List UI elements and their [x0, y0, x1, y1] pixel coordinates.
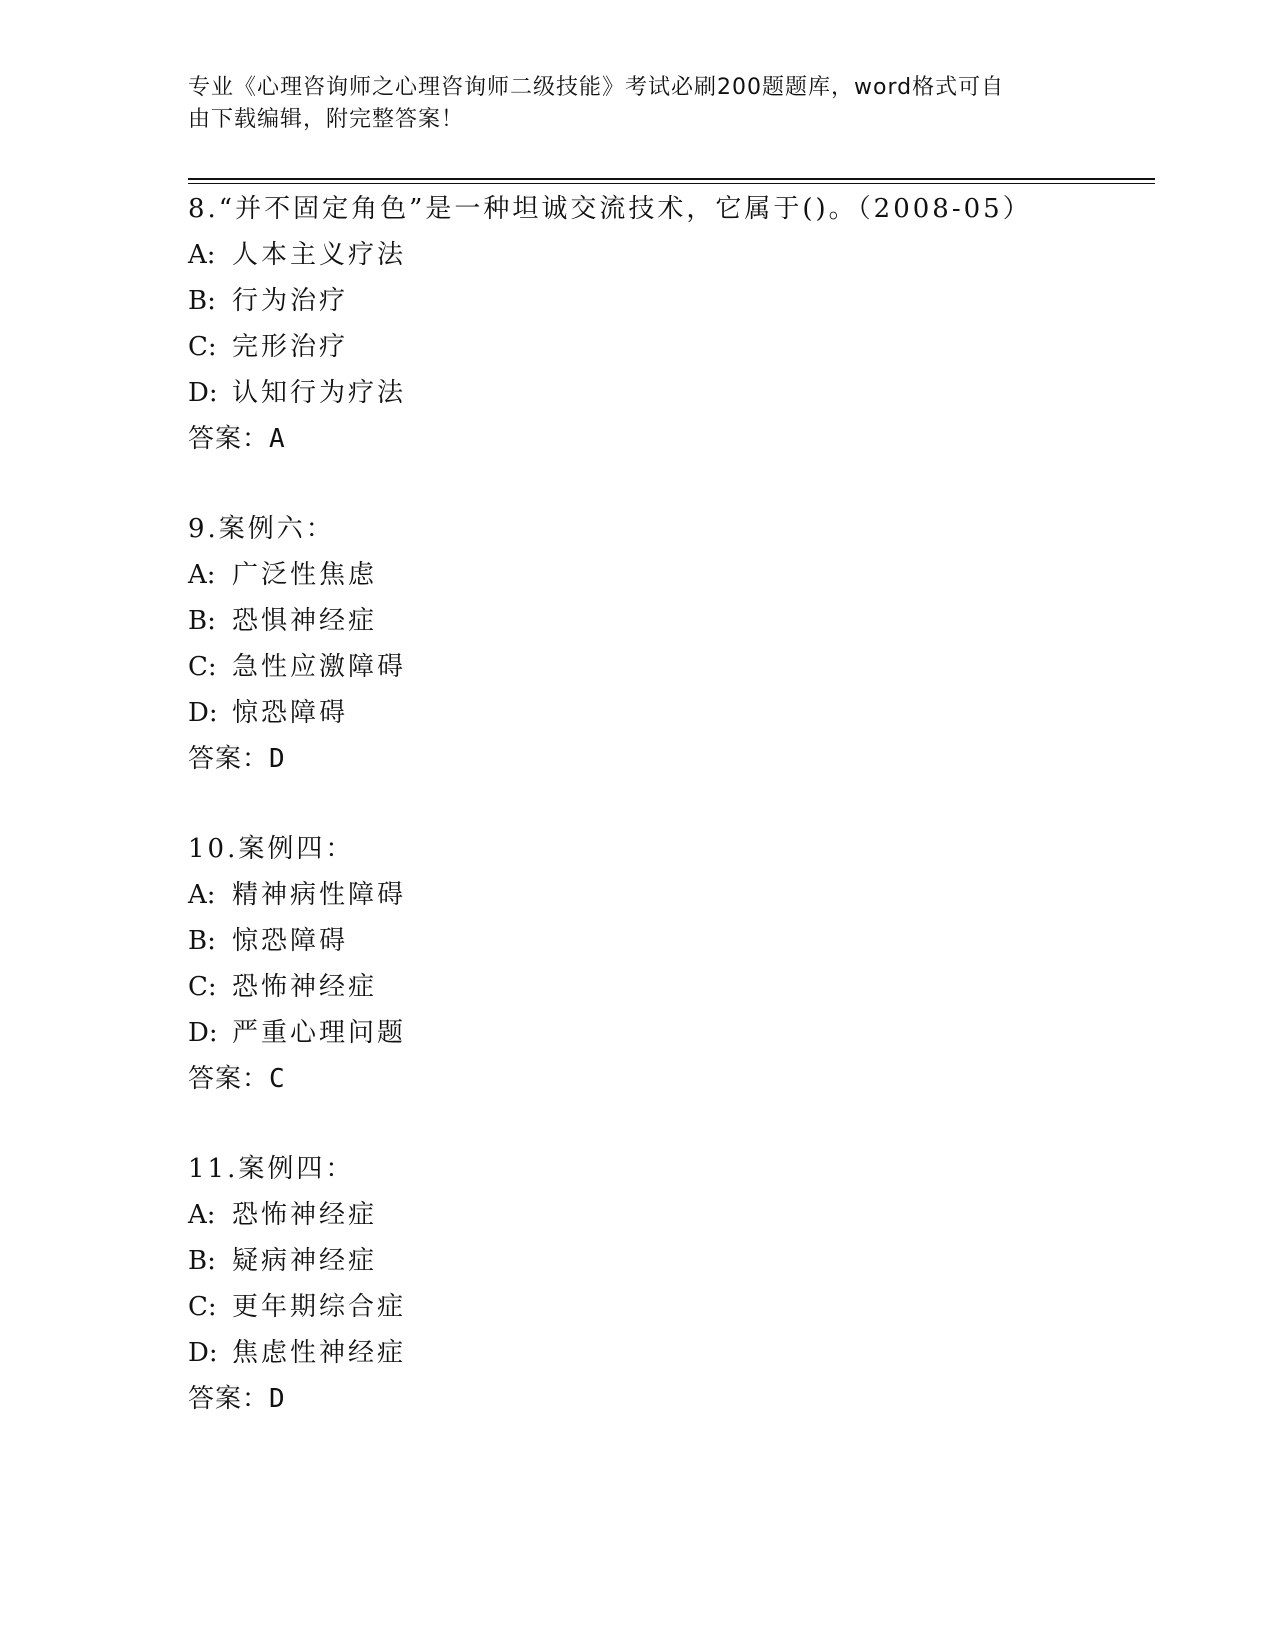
header-divider-thick [188, 178, 1155, 180]
question-stem: 9.案例六： [188, 514, 335, 544]
question-stem: 10.案例四： [188, 834, 355, 864]
option-b [188, 278, 1148, 324]
option-b [188, 918, 1148, 964]
option-letter: D: [188, 1018, 218, 1048]
question-block [188, 186, 1148, 462]
answer-label: 答案： [188, 744, 270, 774]
option-text: 恐惧神经症 [232, 606, 378, 636]
option-d [188, 1330, 1148, 1376]
option-letter: A: [188, 560, 216, 590]
header-line-2: 由下载编辑，附完整答案！ [188, 107, 465, 132]
option-text: 疑病神经症 [232, 1246, 378, 1276]
option-c [188, 1284, 1148, 1330]
question-block [188, 1146, 1148, 1422]
answer-label: 答案： [188, 424, 270, 454]
answer-value: C [269, 1064, 285, 1094]
option-text: 更年期综合症 [232, 1292, 407, 1322]
option-letter: A: [188, 880, 216, 910]
answer-label: 答案： [188, 1064, 270, 1094]
question-stem: 11.案例四： [188, 1154, 355, 1184]
answer-value: A [269, 424, 285, 454]
answer-value: D [269, 1384, 285, 1414]
option-d [188, 690, 1148, 736]
option-letter: B: [188, 926, 216, 956]
option-c [188, 324, 1148, 370]
option-c [188, 964, 1148, 1010]
question-block [188, 826, 1148, 1102]
answer-line [188, 416, 1148, 462]
answer-line [188, 1056, 1148, 1102]
option-letter: B: [188, 1246, 216, 1276]
option-letter: C: [188, 972, 217, 1002]
option-text: 急性应激障碍 [232, 652, 407, 682]
option-letter: A: [188, 240, 216, 270]
option-b [188, 598, 1148, 644]
option-a [188, 872, 1148, 918]
option-letter: A: [188, 1200, 216, 1230]
option-text: 认知行为疗法 [232, 378, 407, 408]
answer-value: D [269, 744, 285, 774]
option-d [188, 370, 1148, 416]
question-block [188, 506, 1148, 782]
option-d [188, 1010, 1148, 1056]
option-letter: B: [188, 606, 216, 636]
option-letter: C: [188, 332, 217, 362]
option-a [188, 1192, 1148, 1238]
option-text: 完形治疗 [232, 332, 349, 362]
answer-line [188, 736, 1148, 782]
option-a [188, 552, 1148, 598]
answer-label: 答案： [188, 1384, 270, 1414]
option-text: 广泛性焦虑 [232, 560, 378, 590]
option-letter: B: [188, 286, 216, 316]
option-text: 恐怖神经症 [232, 972, 378, 1002]
answer-line [188, 1376, 1148, 1422]
option-text: 惊恐障碍 [232, 698, 349, 728]
question-stem: 8.“并不固定角色”是一种坦诚交流技术，它属于()。（2008-05） [188, 194, 1032, 224]
option-letter: D: [188, 698, 218, 728]
header-divider-thin [188, 183, 1155, 184]
option-c [188, 644, 1148, 690]
option-text: 焦虑性神经症 [232, 1338, 407, 1368]
header-line-1: 专业《心理咨询师之心理咨询师二级技能》考试必刷200题题库，word格式可自 [188, 75, 1005, 100]
document-header [188, 72, 1068, 136]
option-letter: C: [188, 1292, 217, 1322]
option-letter: D: [188, 1338, 218, 1368]
option-a [188, 232, 1148, 278]
option-text: 严重心理问题 [232, 1018, 407, 1048]
option-letter: D: [188, 378, 218, 408]
option-text: 行为治疗 [232, 286, 349, 316]
option-letter: C: [188, 652, 217, 682]
option-text: 精神病性障碍 [232, 880, 407, 910]
option-text: 惊恐障碍 [232, 926, 349, 956]
option-b [188, 1238, 1148, 1284]
option-text: 人本主义疗法 [232, 240, 407, 270]
option-text: 恐怖神经症 [232, 1200, 378, 1230]
